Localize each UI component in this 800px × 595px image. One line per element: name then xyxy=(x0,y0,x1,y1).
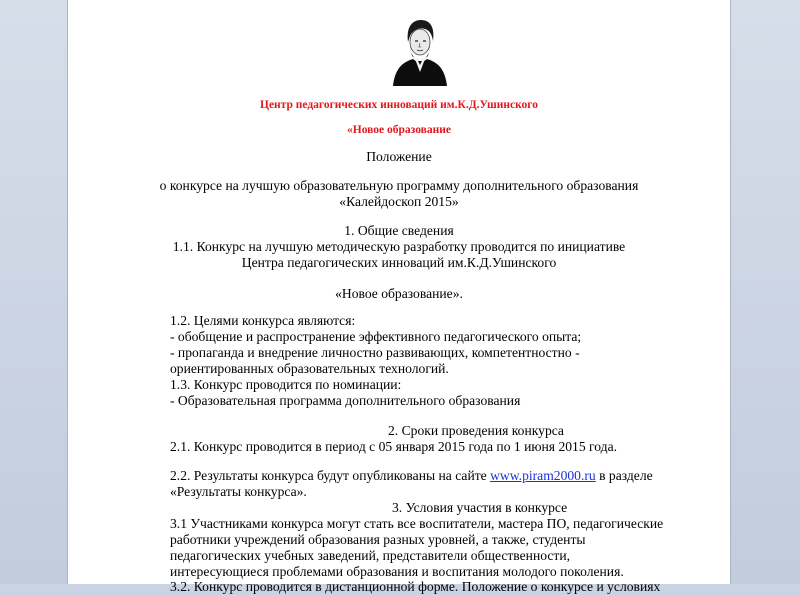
section-2-heading: 2. Сроки проведения конкурса xyxy=(388,423,564,438)
site-link[interactable]: www.piram2000.ru xyxy=(490,468,596,483)
paragraph-line: 1.3. Конкурс проводится по номинации: xyxy=(170,377,402,392)
paragraph-2-2-text-end: в разделе xyxy=(595,468,653,483)
paragraph-3-2-partial: 3.2. Конкурс проводится в дистанционной форме. Положение о конкурсе и условиях xyxy=(170,579,661,594)
doc-subtitle: о конкурсе на лучшую образовательную программу дополнительного образования xyxy=(159,178,639,193)
paragraph-1-1-org: «Новое образование». xyxy=(335,286,463,301)
doc-title: Положение xyxy=(366,149,432,164)
paragraph-line: интересующиеся проблемами образования и воспитания молодого поколения. xyxy=(170,564,624,579)
paragraph-1-1: 1.1. Конкурс на лучшую методическую разработку проводится по инициативе xyxy=(172,239,626,254)
org-name: Центр педагогических инноваций им.К.Д.Ушинского xyxy=(260,99,538,111)
paragraph-line: ориентированных образовательных технологий. xyxy=(170,361,449,376)
org-subtitle: «Новое образование xyxy=(347,124,451,136)
paragraph-line: - обобщение и распространение эффективного педагогического опыта; xyxy=(170,329,582,344)
paragraph-line: педагогических учебных заведений, представители общественности, xyxy=(170,548,571,563)
paragraph-line: работники учреждений образования разных уровней, а также, студенты xyxy=(170,532,586,547)
portrait-engraving-icon xyxy=(391,12,449,86)
paragraph-2-2 xyxy=(170,468,653,484)
paragraph-2-2-cont: «Результаты конкурса». xyxy=(170,484,307,499)
paragraph-2-1: 2.1. Конкурс проводится в период с 05 января 2015 года по 1 июня 2015 года. xyxy=(170,439,618,454)
section-3-heading: 3. Условия участия в конкурсе xyxy=(392,500,568,515)
paragraph-line: 3.1 Участниками конкурса могут стать все воспитатели, мастера ПО, педагогические xyxy=(170,516,664,531)
paragraph-line: - пропаганда и внедрение личностно развивающих, компетентностно - xyxy=(170,345,580,360)
paragraph-line: 1.2. Целями конкурса являются: xyxy=(170,313,356,328)
paragraph-1-1-cont: Центра педагогических инноваций им.К.Д.Ушинского xyxy=(241,255,557,270)
paragraph-2-2-text: 2.2. Результаты конкурса будут опубликованы на сайте xyxy=(170,468,491,483)
right-gutter xyxy=(730,0,800,584)
document-page xyxy=(68,0,730,594)
left-gutter xyxy=(0,0,68,584)
doc-subtitle-name: «Калейдоскоп 2015» xyxy=(339,194,459,209)
paragraph-line: - Образовательная программа дополнительного образования xyxy=(170,393,521,408)
section-1-heading: 1. Общие сведения xyxy=(344,223,454,238)
